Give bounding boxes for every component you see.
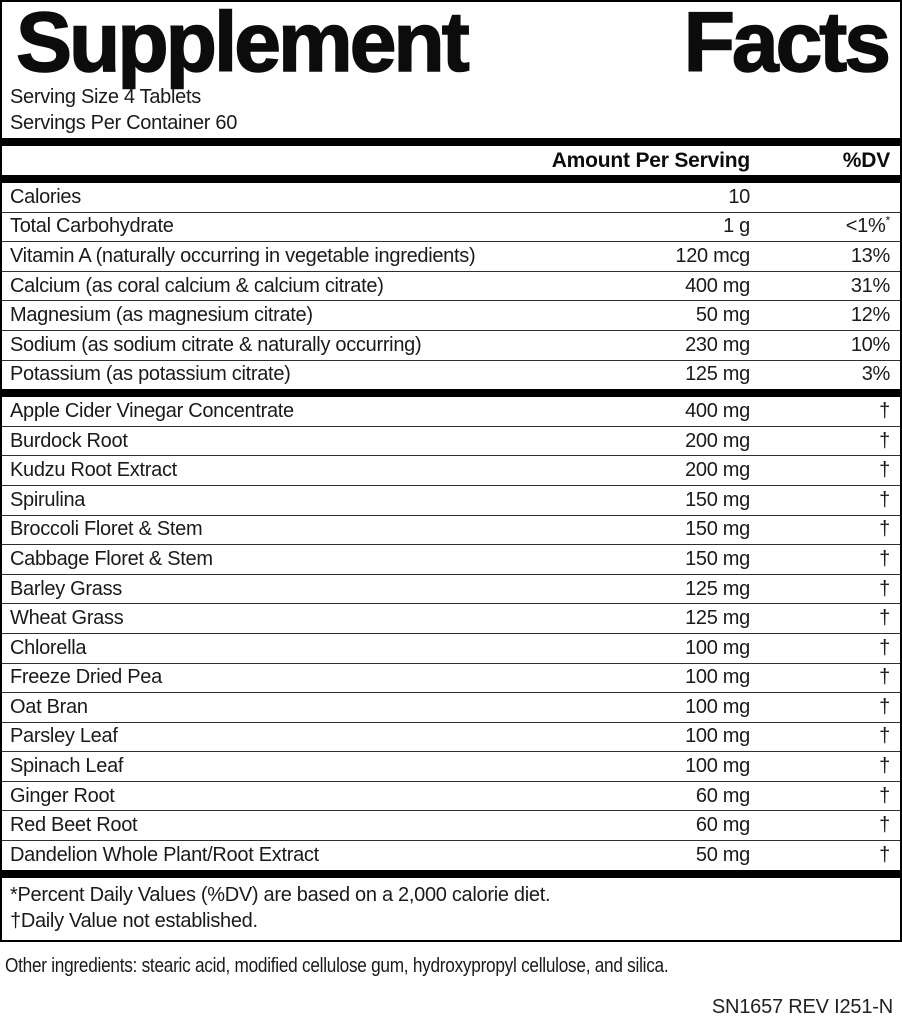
ingredient-amount: 150 mg — [685, 518, 750, 541]
ingredient-name: Calcium (as coral calcium & calcium citrate) — [10, 274, 384, 297]
ingredient-amount: 200 mg — [685, 459, 750, 482]
ingredient-dv: † — [879, 577, 890, 600]
ingredient-amount: 50 mg — [695, 304, 750, 327]
ingredient-amount: 60 mg — [695, 814, 750, 837]
ingredient-amount: 125 mg — [685, 577, 750, 600]
supplement-row — [2, 360, 900, 390]
ingredient-dv: † — [879, 784, 890, 807]
ingredient-dv: † — [879, 725, 890, 748]
ingredient-name: Barley Grass — [10, 577, 122, 600]
supplement-row — [2, 485, 900, 515]
ingredient-amount: 125 mg — [685, 607, 750, 630]
ingredient-name: Burdock Root — [10, 429, 128, 452]
ingredient-dv: 12% — [850, 304, 890, 327]
ingredient-dv: † — [879, 429, 890, 452]
ingredient-dv: 13% — [850, 244, 890, 267]
ingredient-dv: † — [879, 488, 890, 511]
ingredient-dv: <1%* — [845, 213, 890, 238]
ingredient-dv: † — [879, 666, 890, 689]
ingredient-name: Red Beet Root — [10, 814, 138, 837]
supplement-row — [2, 840, 900, 870]
supplement-row — [2, 455, 900, 485]
nutrients-section — [2, 183, 900, 389]
ingredient-amount: 1 g — [723, 215, 750, 238]
ingredient-dv: † — [879, 843, 890, 866]
ingredient-dv: † — [879, 695, 890, 718]
divider-bar-section — [2, 389, 900, 397]
supplement-row — [2, 603, 900, 633]
ingredient-name: Vitamin A (naturally occurring in vegetable ingredients) — [10, 244, 476, 267]
botanicals-section — [2, 397, 900, 870]
header-percent-dv: %DV — [842, 148, 890, 172]
supplement-row — [2, 212, 900, 242]
ingredient-amount: 100 mg — [685, 636, 750, 659]
ingredient-name: Total Carbohydrate — [10, 215, 174, 238]
supplement-row — [2, 751, 900, 781]
ingredient-name: Dandelion Whole Plant/Root Extract — [10, 843, 319, 866]
footnote-dagger: †Daily Value not established. — [10, 909, 258, 932]
header-amount-per-serving: Amount Per Serving — [551, 148, 750, 172]
ingredient-name: Parsley Leaf — [10, 725, 118, 748]
ingredient-name: Wheat Grass — [10, 607, 124, 630]
ingredient-name: Calories — [10, 185, 81, 208]
supplement-row — [2, 633, 900, 663]
supplement-row — [2, 183, 900, 212]
title-word-facts: Facts — [683, 0, 888, 89]
ingredient-amount: 100 mg — [685, 725, 750, 748]
ingredient-name: Apple Cider Vinegar Concentrate — [10, 399, 294, 422]
supplement-row — [2, 781, 900, 811]
ingredient-amount: 150 mg — [685, 488, 750, 511]
ingredient-name: Freeze Dried Pea — [10, 666, 162, 689]
ingredient-name: Broccoli Floret & Stem — [10, 518, 203, 541]
ingredient-name: Spinach Leaf — [10, 755, 124, 778]
divider-bar-header — [2, 175, 900, 183]
footnote-daily-values: *Percent Daily Values (%DV) are based on a 2,000 calorie diet. — [10, 883, 551, 906]
supplement-row — [2, 663, 900, 693]
footnotes — [2, 878, 900, 940]
ingredient-amount: 200 mg — [685, 429, 750, 452]
supplement-row — [2, 330, 900, 360]
ingredient-name: Chlorella — [10, 636, 87, 659]
product-code-text: SN1657 REV I251-N — [711, 995, 893, 1018]
ingredient-amount: 60 mg — [695, 784, 750, 807]
ingredient-dv: † — [879, 636, 890, 659]
ingredient-name: Ginger Root — [10, 784, 115, 807]
ingredient-amount: 125 mg — [685, 363, 750, 386]
divider-bar-top — [2, 138, 900, 146]
ingredient-amount: 150 mg — [685, 547, 750, 570]
ingredient-dv: 31% — [850, 274, 890, 297]
ingredient-amount: 100 mg — [685, 695, 750, 718]
ingredient-amount: 100 mg — [685, 755, 750, 778]
column-header-row — [2, 146, 900, 175]
other-ingredients-text: Other ingredients: stearic acid, modified cellulose gum, hydroxypropyl cellulose, and silica. — [5, 954, 669, 977]
ingredient-dv: 10% — [850, 333, 890, 356]
ingredient-amount: 50 mg — [695, 843, 750, 866]
divider-bar-bottom — [2, 870, 900, 878]
supplement-row — [2, 241, 900, 271]
ingredient-name: Potassium (as potassium citrate) — [10, 363, 291, 386]
ingredient-dv: † — [879, 547, 890, 570]
ingredient-name: Cabbage Floret & Stem — [10, 547, 213, 570]
ingredient-name: Kudzu Root Extract — [10, 459, 177, 482]
ingredient-dv: † — [879, 399, 890, 422]
supplement-row — [2, 300, 900, 330]
ingredient-amount: 400 mg — [685, 274, 750, 297]
supplement-row — [2, 544, 900, 574]
ingredient-name: Sodium (as sodium citrate & naturally occurring) — [10, 333, 422, 356]
supplement-row — [2, 810, 900, 840]
ingredient-dv: † — [879, 814, 890, 837]
ingredient-amount: 230 mg — [685, 333, 750, 356]
serving-size-text: Serving Size 4 Tablets — [10, 86, 201, 108]
ingredient-amount: 10 — [728, 185, 750, 208]
ingredient-dv: † — [879, 755, 890, 778]
ingredient-dv: † — [879, 607, 890, 630]
title-word-supplement: Supplement — [16, 0, 467, 89]
ingredient-name: Oat Bran — [10, 695, 88, 718]
ingredient-name: Spirulina — [10, 488, 86, 511]
supplement-row — [2, 271, 900, 301]
ingredient-amount: 120 mcg — [675, 244, 750, 267]
panel-title — [2, 0, 900, 89]
supplement-row — [2, 574, 900, 604]
supplement-row — [2, 426, 900, 456]
ingredient-dv: 3% — [861, 363, 890, 386]
supplement-row — [2, 722, 900, 752]
ingredient-dv: † — [879, 518, 890, 541]
supplement-row — [2, 515, 900, 545]
ingredient-amount: 100 mg — [685, 666, 750, 689]
ingredient-name: Magnesium (as magnesium citrate) — [10, 304, 313, 327]
supplement-row — [2, 692, 900, 722]
supplement-row — [2, 397, 900, 426]
ingredient-dv: † — [879, 459, 890, 482]
servings-per-container-text: Servings Per Container 60 — [10, 112, 238, 134]
ingredient-amount: 400 mg — [685, 399, 750, 422]
